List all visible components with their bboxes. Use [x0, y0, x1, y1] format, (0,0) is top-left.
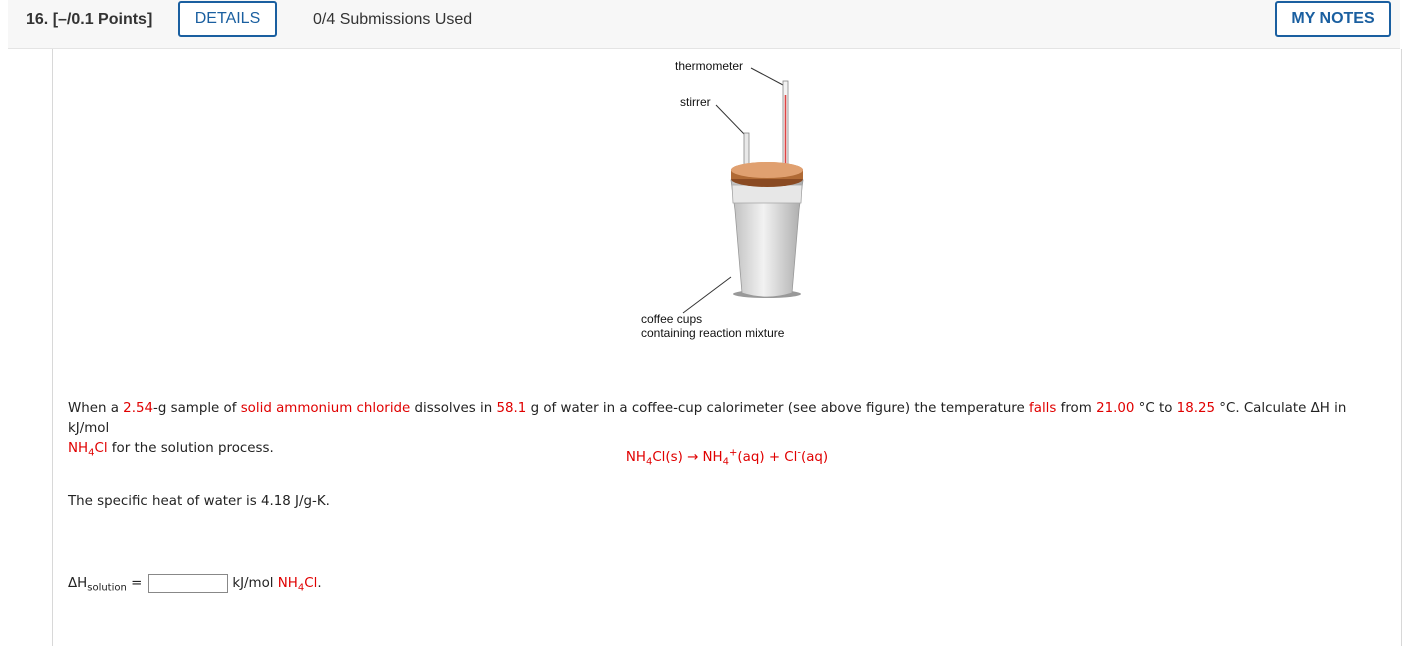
water-mass: 58.1 [496, 401, 527, 416]
formula: $NH_4Cl$ [68, 441, 108, 459]
problem-statement: When a 2.54-g sample of solid ammonium chloride dissolves in 58.1 g of water in a coffee-cup calorimeter (see above figure) the temperature falls from 21.00 °C to 18.25 °C. Calculate ΔH in kJ/mol $NH_4Cl$ for the solution process. [68, 401, 1347, 459]
answer-unit: kJ/mol $NH_4Cl$. [232, 576, 322, 594]
details-button[interactable]: DETAILS [178, 1, 277, 37]
delta-h-label: $\Delta H_{solution}$ = [68, 576, 143, 594]
temperature-direction: falls [1029, 401, 1057, 416]
thermometer-label: thermometer [675, 59, 744, 73]
final-temperature: 18.25 [1176, 401, 1216, 416]
question-body [52, 49, 1402, 646]
calorimeter-figure [633, 55, 823, 355]
cups-label-line1: coffee cups [641, 312, 703, 326]
sample-mass: 2.54 [123, 401, 153, 416]
delta-h-input[interactable] [148, 574, 228, 593]
reaction-equation: $NH_4Cl(s) \to NH_4^+(aq) + Cl^-(aq)$ [625, 447, 829, 468]
initial-temperature: 21.00 [1096, 401, 1135, 416]
my-notes-button[interactable]: MY NOTES [1275, 1, 1391, 37]
question-header [8, 0, 1400, 49]
substance-name: solid ammonium chloride [240, 401, 411, 416]
calorimeter-illustration [633, 55, 823, 355]
submissions-used: 0/4 Submissions Used [313, 11, 473, 28]
cups-label-line2: containing reaction mixture [641, 326, 785, 340]
question-points: 16. [–/0.1 Points] [26, 11, 153, 28]
specific-heat-note: The specific heat of water is 4.18 J/g-K. [68, 494, 330, 509]
stirrer-label: stirrer [680, 95, 711, 109]
answer-row [68, 574, 322, 593]
